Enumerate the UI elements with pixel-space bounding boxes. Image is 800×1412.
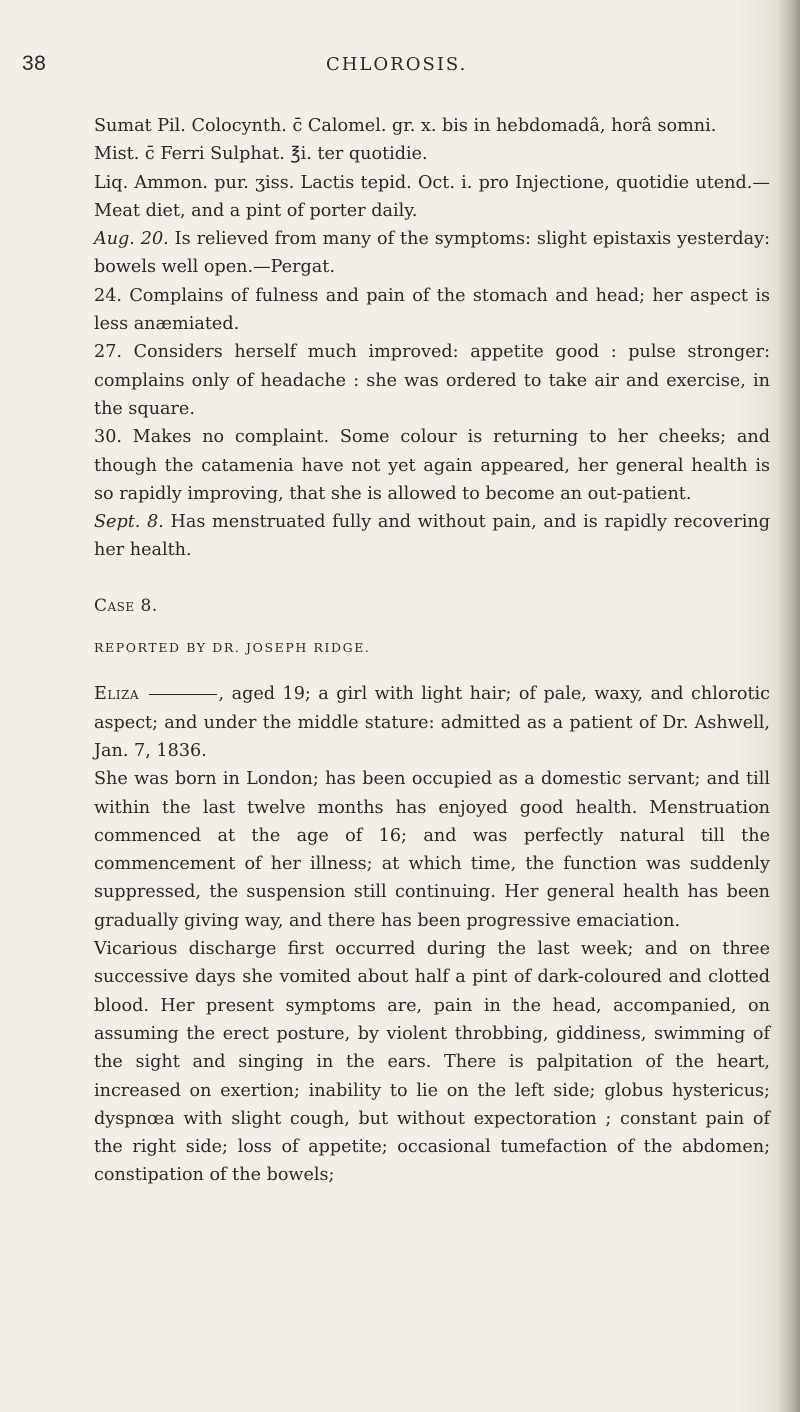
case-reporter: REPORTED BY DR. JOSEPH RIDGE. <box>94 640 371 656</box>
entry-text: Makes no complaint. Some colour is returning to her cheeks; and though the catamenia have not yet again appeared, her general health is so rapidly improving, that she is allowed to become an out-patient. <box>94 427 770 504</box>
prescription-mixture: Mist. c̄ Ferri Sulphat. ℥i. ter quotidie. <box>94 144 428 165</box>
entry-sept-8 <box>94 508 770 565</box>
body-text <box>94 112 770 1190</box>
entry-aug-20 <box>94 225 770 282</box>
entry-30 <box>94 423 770 508</box>
prescription-injection: Liq. Ammon. pur. ʒiss. Lactis tepid. Oct. i. pro Injectione, quotidie utend.—Meat diet, and a pint of porter daily. <box>94 172 770 221</box>
entry-date: Sept. 8. <box>94 512 164 533</box>
page-edge-shadow <box>778 0 800 1412</box>
case-intro <box>94 680 770 765</box>
patient-name: Eliza <box>94 684 140 705</box>
entry-date: Aug. 20. <box>94 229 169 250</box>
entry-27 <box>94 338 770 423</box>
running-head: CHLOROSIS. <box>326 54 468 75</box>
page-header <box>0 52 800 82</box>
entry-text: Is relieved from many of the symptoms: slight epistaxis yesterday: bowels well open.—Pergat. <box>94 229 770 278</box>
page-number: 38 <box>22 52 47 75</box>
entry-date: 30. <box>94 427 122 448</box>
name-dash <box>149 694 217 695</box>
case-history: She was born in London; has been occupied as a domestic servant; and till within the last twelve months has enjoyed good health. Menstruation commenced at the age of 16; and was perfectly natural till the commencement of her illness; at which time, the function was suddenly suppressed, the suspension still continuing. Her general health has been gradually giving way, and there has been progressive emaciation. <box>94 769 770 931</box>
entry-text: Has menstruated fully and without pain, and is rapidly recovering her health. <box>94 512 770 561</box>
entry-text: Considers herself much improved: appetite good : pulse stronger: complains only of headache : she was ordered to take air and exercise, in the square. <box>94 342 770 419</box>
prescription-pills: Sumat Pil. Colocynth. c̄ Calomel. gr. x. bis in hebdomadâ, horâ somni. <box>94 116 717 136</box>
entry-24 <box>94 282 770 339</box>
case-title: Case 8. <box>94 595 158 616</box>
entry-date: 27. <box>94 342 122 363</box>
entry-text: Complains of fulness and pain of the stomach and head; her aspect is less anæmiated. <box>94 285 770 335</box>
case-symptoms: Vicarious discharge first occurred during the last week; and on three successive days she vomited about half a pint of dark-coloured and clotted blood. Her present symptoms are, pain in the head, accompanied, on assuming the erect posture, by violent throbbing, giddiness, swimming of the sight and singing in the ears. There is palpitation of the heart, increased on exertion; inability to lie on the left side; globus hystericus; dyspnœa with slight cough, but without expectoration ; constant pain of the right side; loss of appetite; occasional tumefaction of the abdomen; constipation of the bowels; <box>94 939 770 1186</box>
entry-date: 24. <box>94 285 122 306</box>
case-intro-text: , aged 19; a girl with light hair; of pale, waxy, and chlorotic aspect; and under the middle stature: admitted as a patient of Dr. Ashwell, Jan. 7, 1836. <box>94 684 771 761</box>
